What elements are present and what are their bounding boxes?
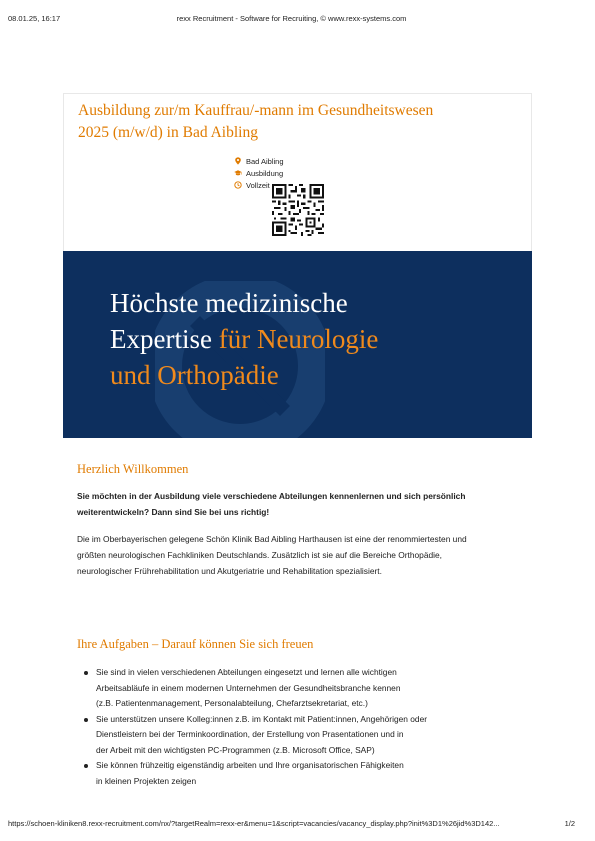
banner-text-white: Expertise [110,324,219,354]
text-line: weiterentwickeln? Dann sind Sie bei uns richtig! [77,507,270,517]
text-line: Die im Oberbayerischen gelegene Schön Klinik Bad Aibling Harthausen ist eine der renommiertesten und [77,534,467,544]
page-number: 1/2 [564,819,575,828]
location-pin-icon [234,157,242,165]
print-datetime: 08.01.25, 16:17 [8,14,61,23]
banner-line: Höchste medizinische [110,288,348,318]
print-footer [8,819,575,831]
tasks-heading: Ihre Aufgaben – Darauf können Sie sich freuen [77,637,314,651]
text-line: Arbeitsabläufe in einem modernen Unternehmen der Gesundheitsbranche kennen [96,682,401,693]
text-line: (z.B. Patientenmanagement, Personalabteilung, Chefarztsekretariat, etc.) [96,698,368,708]
job-title [78,100,528,144]
text-line: Sie können frühzeitig eigenständig arbeiten und Ihre organisatorischen Fähigkeiten [96,760,404,770]
text-line: Sie unterstützen unsere Kolleg:innen z.B. im Kontakt mit Patient:innen, Angehörigen oder [96,713,428,724]
job-location [234,155,284,167]
list-item [80,712,520,759]
text-line: Sie sind in vielen verschiedenen Abteilungen eingesetzt und lernen alle wichtigen [96,667,397,677]
tasks-list [80,665,520,789]
job-type [234,167,284,179]
graduation-cap-icon [234,169,242,177]
banner-line-highlight: und Orthopädie [110,360,279,390]
banner-headline [110,285,520,393]
qr-code-icon [272,184,324,236]
text-line: neurologischer Frührehabilitation und Akutgeriatrie und Rehabilitation spezialisiert. [77,566,382,576]
banner-line [110,321,520,357]
text-line: Sie möchten in der Ausbildung viele verschiedene Abteilungen kennenlernen und sich persönlich [77,491,466,501]
job-location-text: Bad Aibling [246,156,284,166]
text-line: größten neurologischen Fachkliniken Deutschlands. Zusätzlich ist sie auf die Bereiche Orthopädie, [77,550,442,560]
hero-banner [63,251,532,438]
list-item [80,665,520,712]
text-line: Dienstleistern bei der Terminkoordination, der Erstellung von Prasentationen und in [96,729,404,739]
welcome-body [77,531,522,579]
banner-text-highlight: für Neurologie [218,324,379,354]
job-hours-text: Vollzeit [246,180,270,190]
job-type-text: Ausbildung [246,168,284,178]
print-page-title: rexx Recruitment - Software for Recruiting, © www.rexx-systems.com [176,14,407,23]
text-line: in kleinen Projekten zeigen [96,775,197,786]
text-line: der Arbeit mit den wichtigsten PC-Programmen (z.B. Microsoft Office, SAP) [96,744,375,755]
welcome-heading: Herzlich Willkommen [77,462,189,476]
print-header [8,14,575,26]
welcome-intro [77,488,522,520]
print-url: https://schoen-kliniken8.rexx-recruitment.com/nx/?targetRealm=rexx-er&menu=1&script=vacancies/vacancy_display.php?init%3D1%26jid%3D142... [8,819,500,828]
list-item [80,758,520,789]
job-header-card [63,93,532,251]
job-title-line: Ausbildung zur/m Kauffrau/-mann im Gesundheitswesen [78,102,434,119]
clock-icon [234,181,242,189]
job-title-line: 2025 (m/w/d) in Bad Aibling [78,124,258,141]
